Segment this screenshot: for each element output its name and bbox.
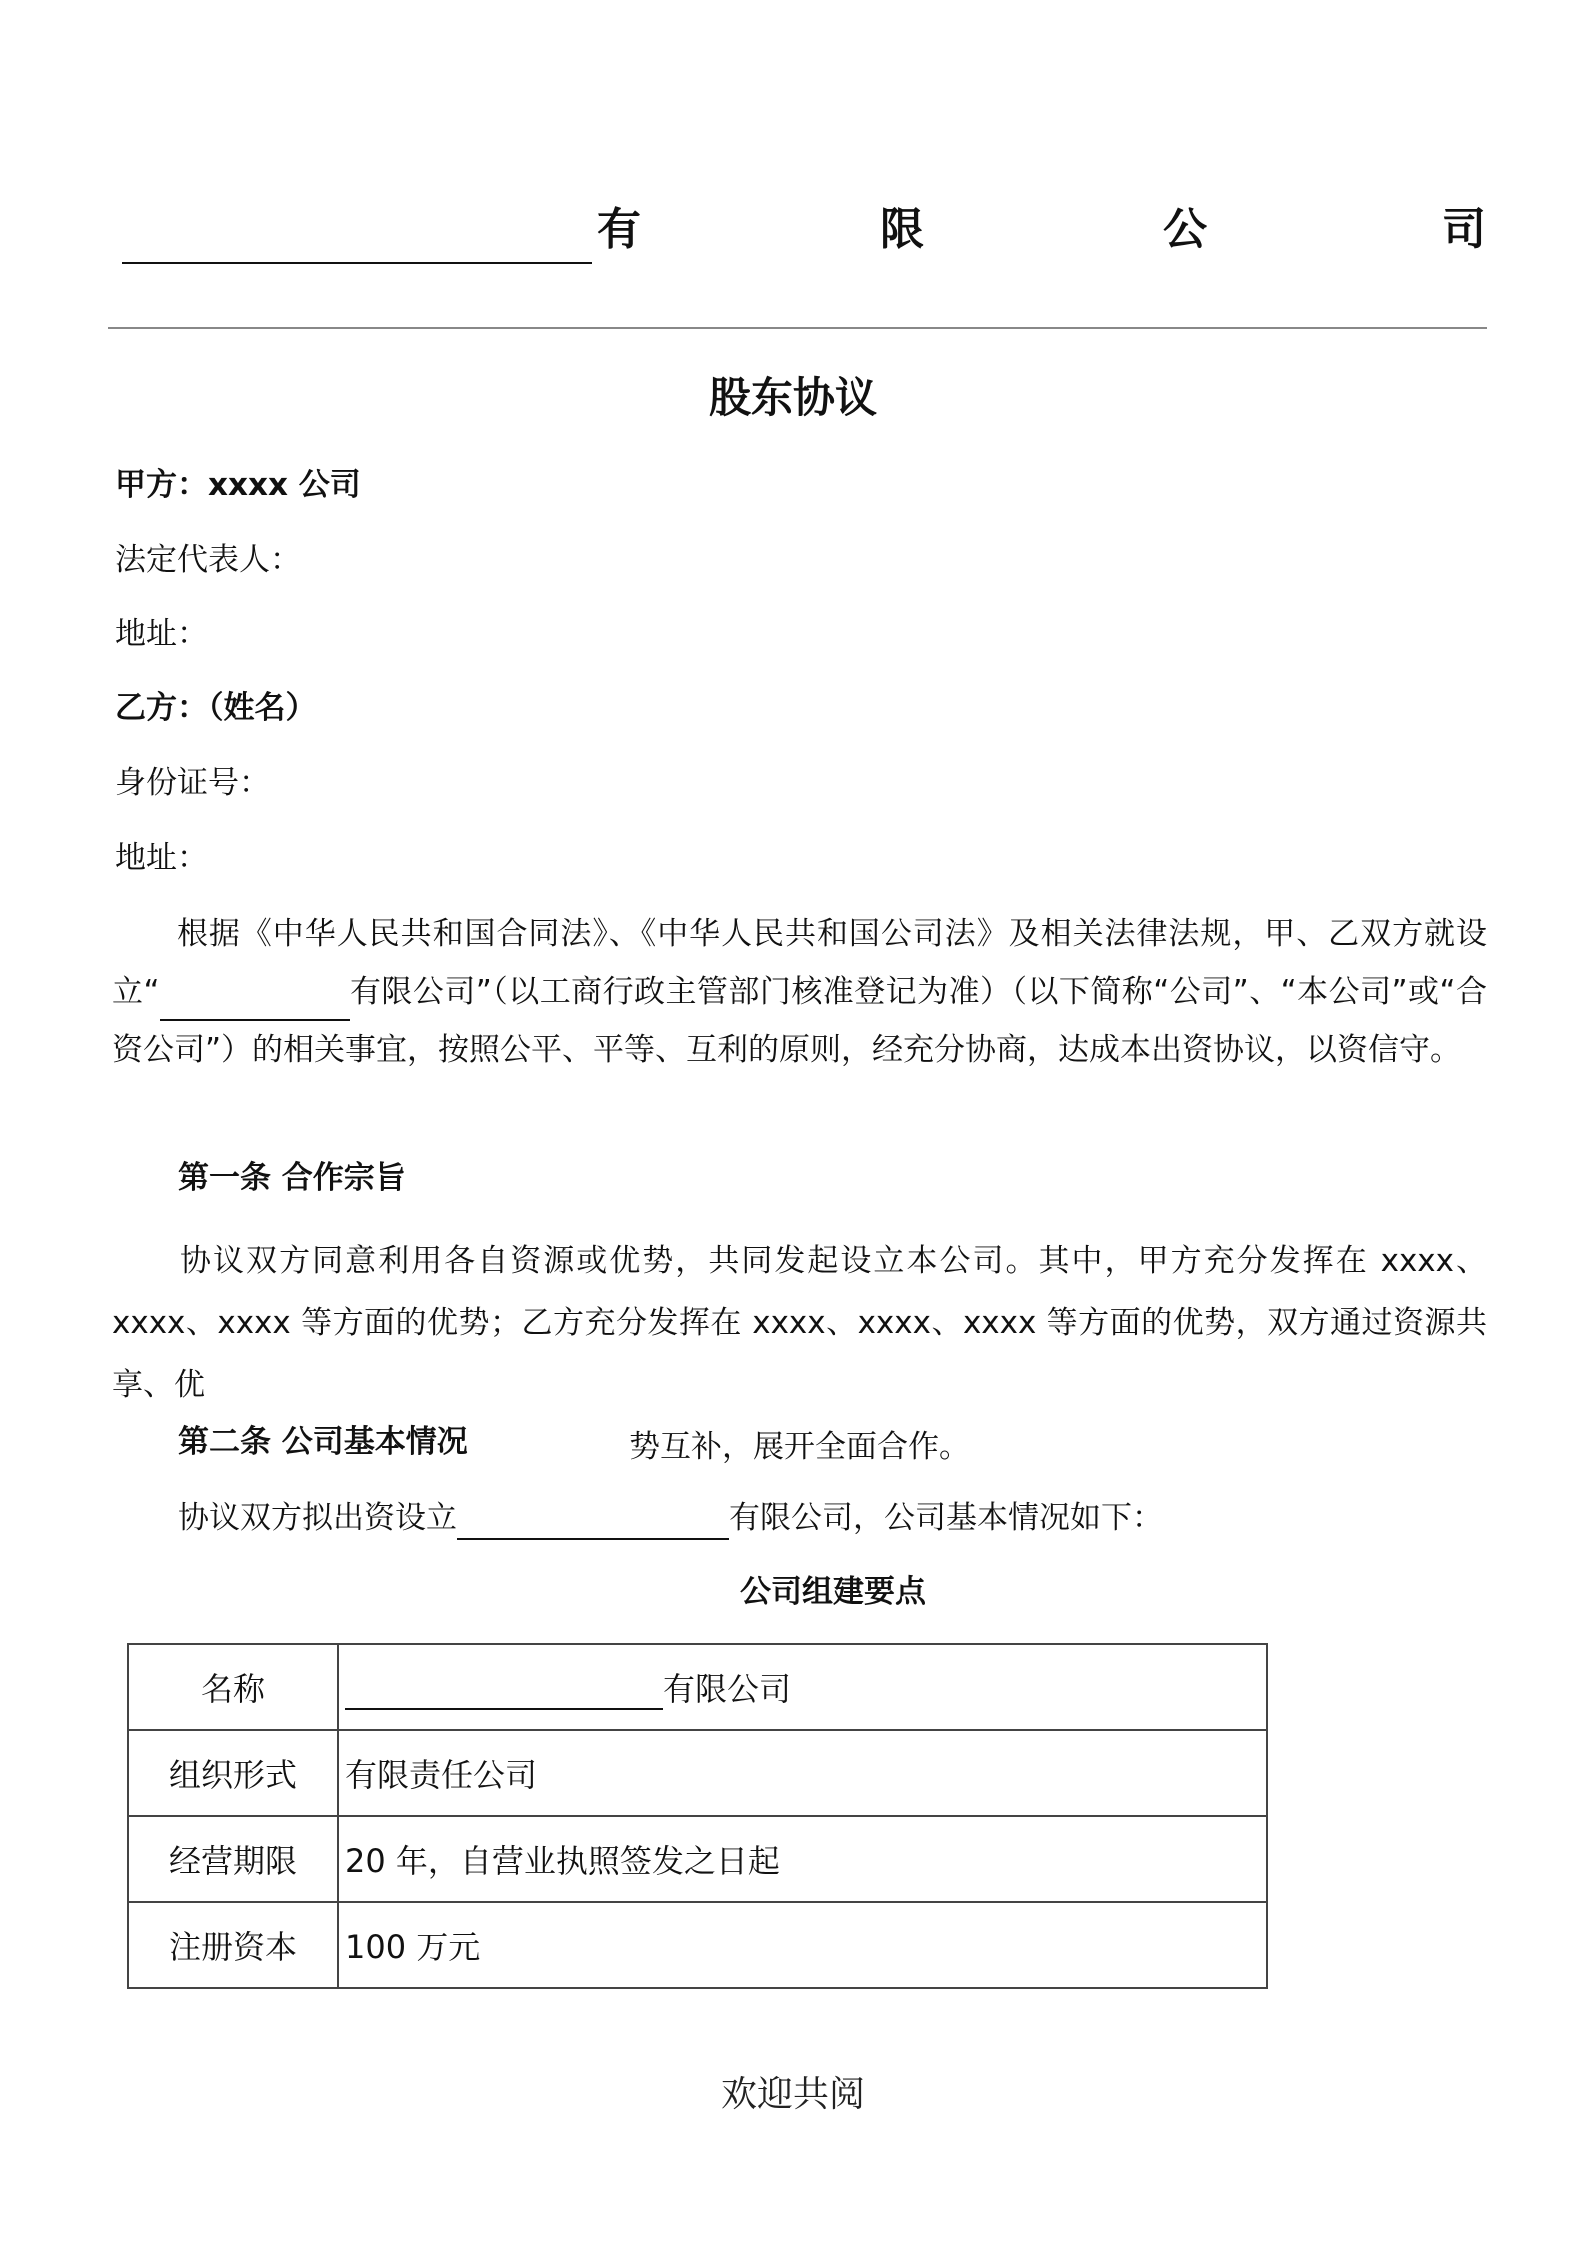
table-value: 有限责任公司 bbox=[338, 1730, 1267, 1816]
company-name-blank-table bbox=[345, 1674, 663, 1710]
table-key: 注册资本 bbox=[128, 1902, 338, 1988]
table-key: 组织形式 bbox=[128, 1730, 338, 1816]
article2-intro-b: 有限公司，公司基本情况如下： bbox=[729, 1500, 1163, 1536]
preamble-paragraph bbox=[112, 905, 1487, 1079]
header-char-3: 公 bbox=[1163, 204, 1207, 255]
document-title: 股东协议 bbox=[708, 373, 877, 422]
table-key: 名称 bbox=[128, 1644, 338, 1730]
article2-intro-a: 协议双方拟出资设立 bbox=[178, 1500, 457, 1536]
article1-heading: 第一条 合作宗旨 bbox=[178, 1160, 406, 1196]
table-key: 经营期限 bbox=[128, 1816, 338, 1902]
header-divider bbox=[108, 327, 1487, 329]
preamble-part2: 有限公司”（以工商行政主管部门核准登记为准）（以下简称“公司”、“本公司”或“合资公司”）的相关事宜，按照公平、平等、互利的原则，经充分协商，达成本出资协议，以资信守。 bbox=[112, 974, 1487, 1068]
article1-body-last: 势互补，展开全面合作。 bbox=[629, 1429, 970, 1465]
party-b-address-label: 地址： bbox=[115, 840, 208, 876]
party-a-rep-label: 法定代表人： bbox=[115, 542, 301, 578]
article1-body: 协议双方同意利用各自资源或优势，共同发起设立本公司。其中，甲方充分发挥在 xxxx、xxxx、xxxx 等方面的优势；乙方充分发挥在 xxxx、xxxx、xxxx 等方面的优势，双方通过资源共享、优 bbox=[112, 1243, 1487, 1403]
table-caption: 公司组建要点 bbox=[740, 1574, 926, 1610]
table-value-name bbox=[338, 1644, 1267, 1730]
party-a-label: 甲方：xxxx 公司 bbox=[115, 467, 361, 503]
company-name-blank-article2 bbox=[457, 1508, 729, 1540]
company-name-blank-inline bbox=[160, 989, 350, 1021]
table-value: 100 万元 bbox=[338, 1902, 1267, 1988]
header-char-4: 司 bbox=[1442, 204, 1486, 255]
header-char-1: 有 bbox=[597, 204, 641, 255]
footer-text: 欢迎共阅 bbox=[720, 2074, 865, 2115]
table-row bbox=[128, 1816, 1267, 1902]
party-b-label: 乙方：（姓名） bbox=[115, 690, 317, 726]
header-char-2: 限 bbox=[880, 204, 924, 255]
preamble-part1: 根据《中华人民共和国合同法》、《中华人民共和国公司法》及相关法律法规，甲、乙双方就设立“ bbox=[112, 916, 1487, 1010]
party-b-id-label: 身份证号： bbox=[115, 765, 270, 801]
table-row bbox=[128, 1902, 1267, 1988]
table-row bbox=[128, 1644, 1267, 1730]
table-value: 20 年，自营业执照签发之日起 bbox=[338, 1816, 1267, 1902]
company-info-table bbox=[127, 1643, 1268, 1989]
company-name-blank bbox=[122, 262, 592, 264]
table-row bbox=[128, 1730, 1267, 1816]
article2-intro bbox=[178, 1496, 1163, 1540]
party-a-address-label: 地址： bbox=[115, 616, 208, 652]
article2-heading: 第二条 公司基本情况 bbox=[178, 1424, 468, 1460]
table-value-text: 有限公司 bbox=[663, 1670, 792, 1708]
